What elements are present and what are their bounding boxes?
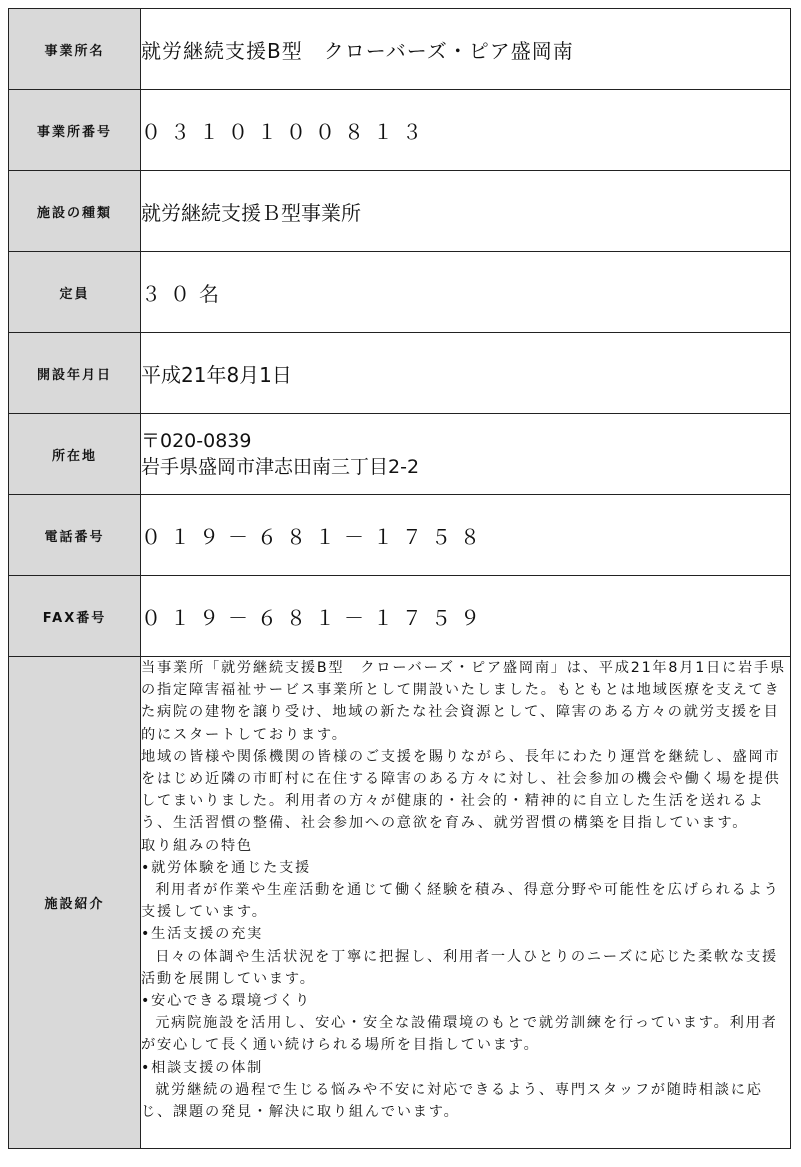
- facility-info-table: [8, 8, 791, 1149]
- row-opening-date: [9, 333, 791, 414]
- value-opening-date: 平成21年8月1日: [141, 333, 791, 414]
- feature-title: •就労体験を通じた支援: [141, 859, 312, 876]
- row-office-number: [9, 90, 791, 171]
- value-fax: ０１９－６８１－１７５９: [141, 576, 791, 657]
- feature-body: 利用者が作業や生産活動を通じて働く経験を積み、得意分野や可能性を広げられるよう支援しています。: [141, 882, 780, 921]
- row-fax: [9, 576, 791, 657]
- feature-title: •安心できる環境づくり: [141, 993, 312, 1010]
- label-facility-intro: 施設紹介: [9, 657, 141, 1149]
- row-address: [9, 414, 791, 495]
- value-phone: ０１９－６８１－１７５８: [141, 495, 791, 576]
- label-fax: FAX番号: [9, 576, 141, 657]
- label-office-name: 事業所名: [9, 9, 141, 90]
- row-capacity: [9, 252, 791, 333]
- value-office-name: 就労継続支援B型 クローバーズ・ピア盛岡南: [141, 9, 791, 90]
- label-phone: 電話番号: [9, 495, 141, 576]
- feature-body: 元病院施設を活用し、安心・安全な設備環境のもとで就労訓練を行っています。利用者が安心して長く通い続けられる場所を目指しています。: [141, 1015, 778, 1054]
- value-address: [141, 414, 791, 495]
- label-office-number: 事業所番号: [9, 90, 141, 171]
- feature-body: 就労継続の過程で生じる悩みや不安に対応できるよう、専門スタッフが随時相談に応じ、課題の発見・解決に取り組んでいます。: [141, 1081, 763, 1121]
- row-facility-type: [9, 171, 791, 252]
- label-facility-type: 施設の種類: [9, 171, 141, 252]
- row-office-name: [9, 9, 791, 90]
- value-office-number: ０３１０１００８１３: [141, 90, 791, 171]
- feature-body: 日々の体調や生活状況を丁寧に把握し、利用者一人ひとりのニーズに応じた柔軟な支援活動を展開しています。: [141, 948, 778, 987]
- feature-title: •生活支援の充実: [141, 926, 264, 943]
- features-heading: 取り組みの特色: [141, 837, 253, 854]
- row-phone: [9, 495, 791, 576]
- label-capacity: 定員: [9, 252, 141, 333]
- label-address: 所在地: [9, 414, 141, 495]
- postal-code: 〒020-0839: [141, 430, 252, 452]
- row-facility-intro: [9, 657, 791, 1149]
- value-capacity: ３０名: [141, 252, 791, 333]
- label-opening-date: 開設年月日: [9, 333, 141, 414]
- value-facility-type: 就労継続支援Ｂ型事業所: [141, 171, 791, 252]
- intro-paragraph-2: 地域の皆様や関係機関の皆様のご支援を賜りながら、長年にわたり運営を継続し、盛岡市をはじめ近隣の市町村に在住する障害のある方々に対し、社会参加の機会や働く場を提供してまいりました。利用者の方々が健康的・社会的・精神的に自立した生活を送れるよう、生活習慣の整備、社会参加への意欲を育み、就労習慣の構築を目指しています。: [141, 748, 781, 832]
- feature-title: •相談支援の体制: [141, 1059, 264, 1076]
- intro-paragraph-1: 当事業所「就労継続支援B型 クローバーズ・ピア盛岡南」は、平成21年8月1日に岩手県の指定障害福祉サービス事業所として開設いたしました。もともとは地域医療を支えてきた病院の建物を譲り受け、地域の新たな社会資源として、障害のある方々の就労支援を目的にスタートしております。: [141, 660, 786, 743]
- street-address: 岩手県盛岡市津志田南三丁目2-2: [141, 456, 420, 478]
- facility-intro-text: [141, 657, 791, 1149]
